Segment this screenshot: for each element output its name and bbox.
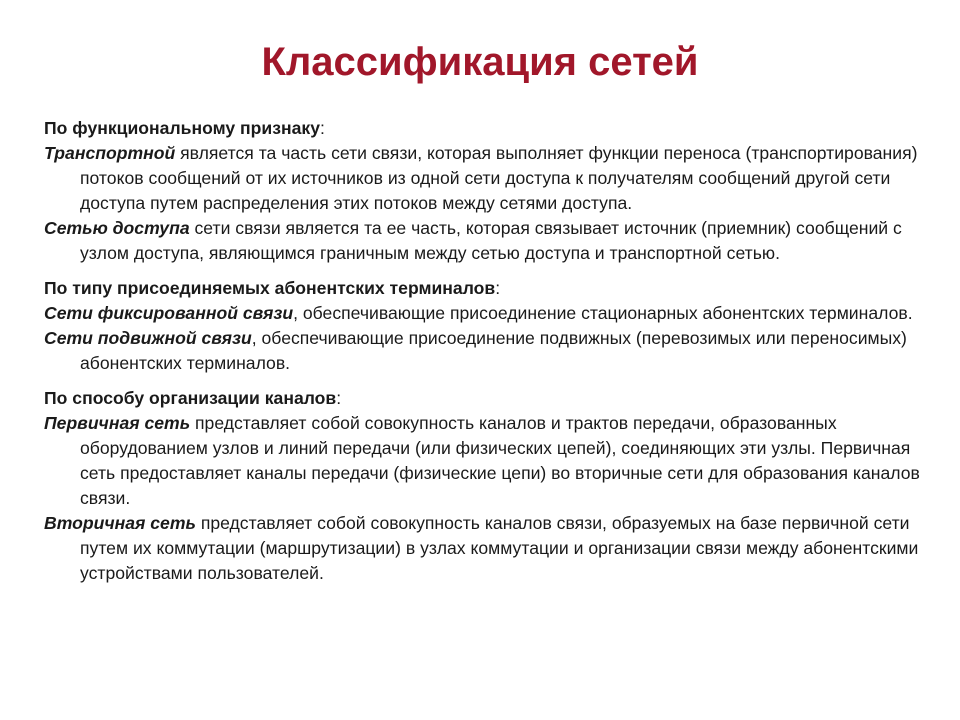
definition-item: [44, 301, 920, 326]
section-heading-text: По типу присоединяемых абонентских терминалов: [44, 278, 496, 298]
definition-item: [44, 216, 920, 266]
definition-term: Транспортной: [44, 143, 176, 163]
definition-term: Сети подвижной связи: [44, 328, 252, 348]
definition-text: представляет собой совокупность каналов и трактов передачи, образованных оборудованием узлов и линий передачи (или физических цепей), соединяющих эти узлы. Первичная сеть предоставляет каналы передачи (физические цепи) во вторичные сети для образования каналов связи.: [80, 413, 920, 508]
section-heading-text: По способу организации каналов: [44, 388, 337, 408]
spacer: [44, 266, 920, 276]
section-heading-text: По функциональному признаку: [44, 118, 320, 138]
definition-item: [44, 326, 920, 376]
definition-text: , обеспечивающие присоединение подвижных (перевозимых или переносимых) абонентских терминалов.: [80, 328, 907, 373]
definition-term: Первичная сеть: [44, 413, 191, 433]
definition-text: представляет собой совокупность каналов связи, образуемых на базе первичной сети путем их коммутации (маршрутизации) в узлах коммутации и организации связи между абонентскими устройствами пользователей.: [80, 513, 919, 583]
definition-item: [44, 141, 920, 216]
section-heading-terminal-type: [44, 276, 920, 301]
definition-item: [44, 511, 920, 586]
definition-term: Сети фиксированной связи: [44, 303, 294, 323]
section-heading-functional: [44, 116, 920, 141]
definition-text: сети связи является та ее часть, которая связывает источник (приемник) сообщений с узлом доступа, являющимся граничным между сетью доступа и транспортной сетью.: [80, 218, 902, 263]
slide-title: Классификация сетей: [261, 40, 699, 84]
section-heading-colon: :: [336, 388, 342, 408]
definition-text: является та часть сети связи, которая выполняет функции переноса (транспортирования) потоков сообщений от их источников из одной сети доступа к получателям сообщений другой сети доступа путем распределения этих потоков между сетями доступа.: [80, 143, 918, 213]
section-heading-colon: :: [319, 118, 325, 138]
section-heading-channel-organization: [44, 386, 920, 411]
definition-term: Вторичная сеть: [44, 513, 196, 533]
definition-item: [44, 411, 920, 511]
definition-text: , обеспечивающие присоединение стационарных абонентских терминалов.: [293, 303, 913, 323]
section-heading-colon: :: [495, 278, 501, 298]
slide-content: [44, 116, 920, 586]
definition-term: Сетью доступа: [44, 218, 190, 238]
spacer: [44, 376, 920, 386]
